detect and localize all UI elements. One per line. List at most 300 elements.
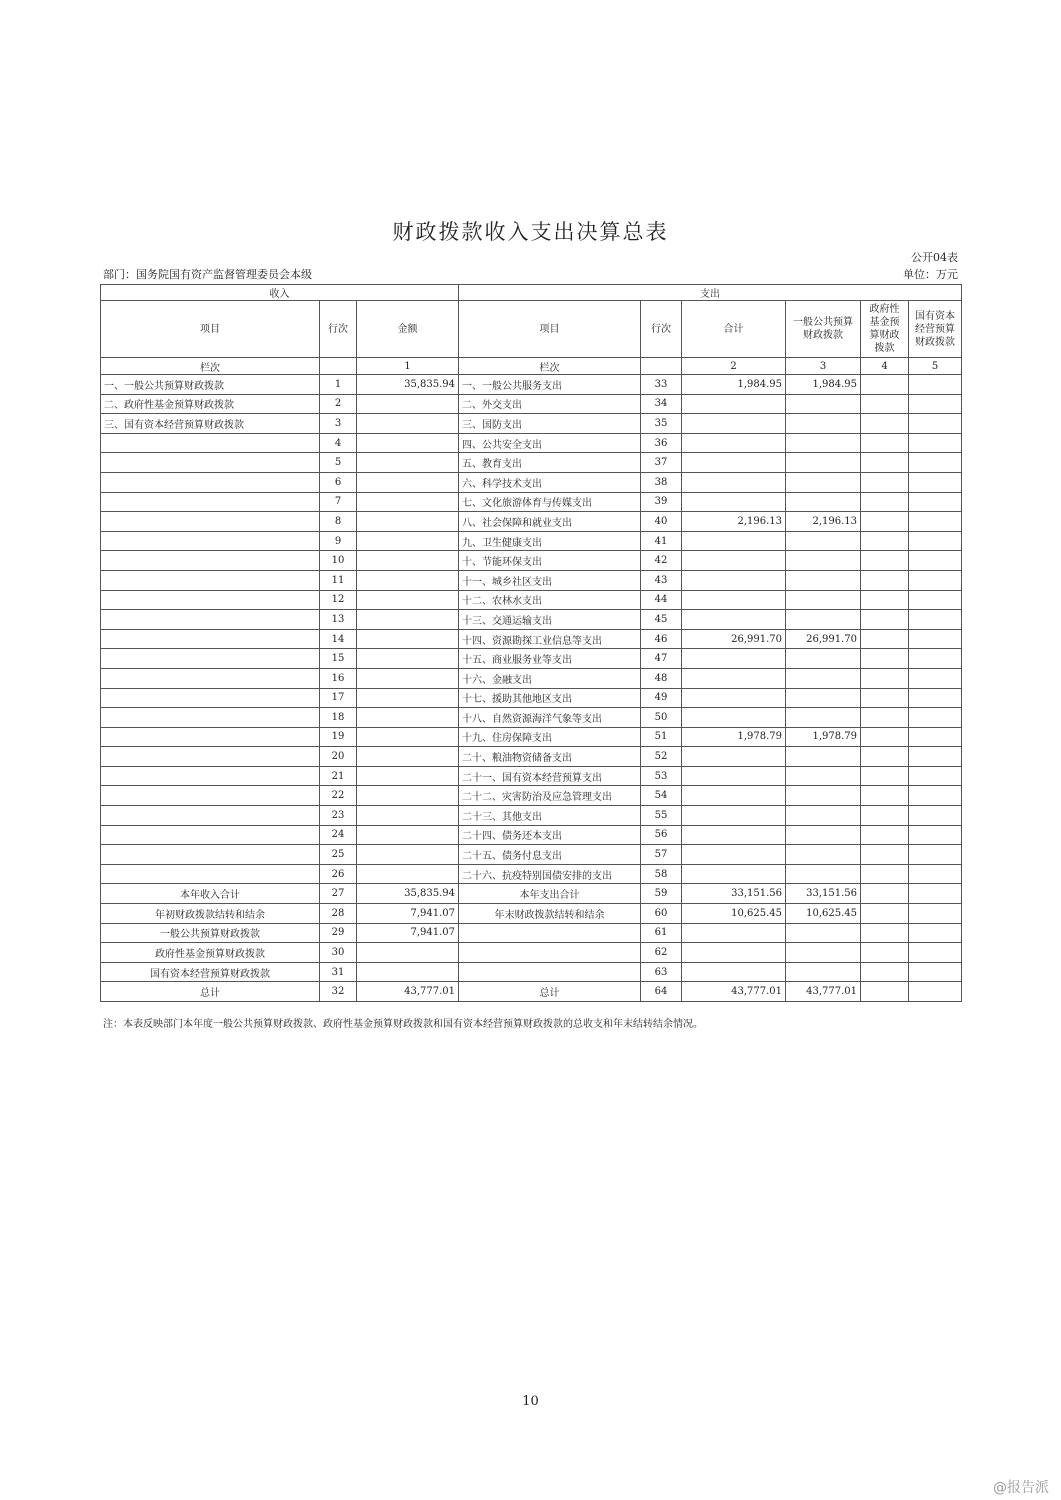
income-amount-cell (357, 786, 459, 806)
expense-gov-fund-cell (861, 629, 909, 649)
table-row (101, 845, 962, 865)
table-row (101, 394, 962, 414)
income-amount-cell (357, 825, 459, 845)
income-row-no-cell: 24 (320, 825, 357, 845)
income-item-cell (101, 708, 320, 728)
income-item-cell (101, 610, 320, 630)
expense-total-cell (682, 433, 786, 453)
income-amount-cell (357, 512, 459, 532)
expense-row-no-cell: 37 (641, 453, 682, 473)
income-item-cell (101, 512, 320, 532)
income-amount-cell (357, 845, 459, 865)
expense-state-capital-cell (909, 845, 962, 865)
table-row (101, 766, 962, 786)
expense-total-cell (682, 708, 786, 728)
income-amount-cell: 43,777.01 (357, 982, 459, 1002)
expense-general-cell: 1,984.95 (786, 375, 861, 395)
lanci-c2: 2 (682, 358, 786, 375)
unit-label: 单位：万元 (903, 268, 958, 281)
lanci-c1: 1 (357, 358, 459, 375)
col-state-capital: 国有资本经营预算财政拨款 (909, 301, 962, 358)
table-row (101, 904, 962, 924)
expense-state-capital-cell (909, 688, 962, 708)
income-item-cell (101, 531, 320, 551)
expense-state-capital-cell (909, 864, 962, 884)
expense-gov-fund-cell (861, 414, 909, 434)
expense-gov-fund-cell (861, 786, 909, 806)
expense-state-capital-cell (909, 433, 962, 453)
income-item-cell (101, 864, 320, 884)
expense-gov-fund-cell (861, 884, 909, 904)
lanci-row (101, 358, 962, 375)
expense-row-no-cell: 55 (641, 806, 682, 826)
expense-item-cell: 七、文化旅游体育与传媒支出 (459, 492, 641, 512)
income-row-no-cell: 19 (320, 727, 357, 747)
expense-row-no-cell: 33 (641, 375, 682, 395)
expense-gov-fund-cell (861, 943, 909, 963)
expense-state-capital-cell (909, 962, 962, 982)
expense-item-cell: 十七、援助其他地区支出 (459, 688, 641, 708)
table-row (101, 649, 962, 669)
expense-general-cell (786, 923, 861, 943)
expense-item-cell: 十、节能环保支出 (459, 551, 641, 571)
expense-total-cell (682, 747, 786, 767)
expense-general-cell (786, 786, 861, 806)
expense-gov-fund-cell (861, 590, 909, 610)
income-row-no-cell: 1 (320, 375, 357, 395)
expense-total-cell (682, 962, 786, 982)
expense-state-capital-cell (909, 766, 962, 786)
expense-item-cell: 年末财政拨款结转和结余 (459, 904, 641, 924)
expense-gov-fund-cell (861, 923, 909, 943)
expense-row-no-cell: 63 (641, 962, 682, 982)
income-amount-cell (357, 747, 459, 767)
expense-gov-fund-cell (861, 551, 909, 571)
expense-item-cell: 十四、资源勘探工业信息等支出 (459, 629, 641, 649)
income-row-no-cell: 4 (320, 433, 357, 453)
income-item-cell: 三、国有资本经营预算财政拨款 (101, 414, 320, 434)
watermark: @报告派 (993, 1480, 1049, 1496)
expense-row-no-cell: 47 (641, 649, 682, 669)
income-amount-cell (357, 394, 459, 414)
income-row-no-cell: 8 (320, 512, 357, 532)
table-row (101, 962, 962, 982)
expense-gov-fund-cell (861, 472, 909, 492)
expense-total-cell (682, 472, 786, 492)
income-amount-cell (357, 629, 459, 649)
table-row (101, 375, 962, 395)
expense-item-cell: 二十五、债务付息支出 (459, 845, 641, 865)
income-amount-cell (357, 433, 459, 453)
expense-item-cell: 二十三、其他支出 (459, 806, 641, 826)
income-row-no-cell: 2 (320, 394, 357, 414)
expense-gov-fund-cell (861, 962, 909, 982)
income-item-cell (101, 825, 320, 845)
footnote: 注：本表反映部门本年度一般公共预算财政拨款、政府性基金预算财政拨款和国有资本经营预算财政拨款的总收支和年末结转结余情况。 (103, 1019, 703, 1030)
income-amount-cell: 7,941.07 (357, 923, 459, 943)
expense-total-cell (682, 610, 786, 630)
expense-row-no-cell: 43 (641, 570, 682, 590)
expense-gov-fund-cell (861, 708, 909, 728)
expense-header: 支出 (459, 285, 962, 301)
expense-general-cell (786, 453, 861, 473)
expense-gov-fund-cell (861, 512, 909, 532)
income-item-cell (101, 786, 320, 806)
table-row (101, 884, 962, 904)
income-item-cell (101, 551, 320, 571)
income-item-cell (101, 570, 320, 590)
expense-total-cell (682, 864, 786, 884)
income-amount-cell (357, 668, 459, 688)
expense-gov-fund-cell (861, 747, 909, 767)
income-item-cell (101, 747, 320, 767)
income-row-no-cell: 23 (320, 806, 357, 826)
expense-gov-fund-cell (861, 453, 909, 473)
expense-item-cell: 一、一般公共服务支出 (459, 375, 641, 395)
expense-item-cell: 二十、粮油物资储备支出 (459, 747, 641, 767)
income-item-cell: 一、一般公共预算财政拨款 (101, 375, 320, 395)
expense-total-cell (682, 414, 786, 434)
col-gov-fund: 政府性基金预算财政拨款 (861, 301, 909, 358)
table-row (101, 982, 962, 1002)
income-item-cell (101, 472, 320, 492)
income-amount-cell (357, 414, 459, 434)
income-amount-cell (357, 453, 459, 473)
expense-item-cell: 五、教育支出 (459, 453, 641, 473)
income-row-no-cell: 26 (320, 864, 357, 884)
table-row (101, 668, 962, 688)
expense-general-cell: 10,625.45 (786, 904, 861, 924)
expense-row-no-cell: 57 (641, 845, 682, 865)
income-row-no-cell: 17 (320, 688, 357, 708)
expense-general-cell (786, 531, 861, 551)
income-amount-cell: 35,835.94 (357, 375, 459, 395)
income-row-no-cell: 7 (320, 492, 357, 512)
expense-general-cell: 2,196.13 (786, 512, 861, 532)
expense-total-cell (682, 492, 786, 512)
income-header: 收入 (101, 285, 459, 301)
expense-total-cell: 33,151.56 (682, 884, 786, 904)
expense-gov-fund-cell (861, 394, 909, 414)
income-item-cell (101, 590, 320, 610)
expense-general-cell (786, 806, 861, 826)
income-item-cell: 本年收入合计 (101, 884, 320, 904)
expense-state-capital-cell (909, 610, 962, 630)
expense-row-no-cell: 61 (641, 923, 682, 943)
expense-general-cell: 26,991.70 (786, 629, 861, 649)
expense-row-no-cell: 42 (641, 551, 682, 571)
col-expense-item: 项目 (459, 301, 641, 358)
expense-total-cell (682, 551, 786, 571)
income-row-no-cell: 27 (320, 884, 357, 904)
income-amount-cell (357, 472, 459, 492)
table-row (101, 570, 962, 590)
table-row (101, 786, 962, 806)
income-item-cell: 年初财政拨款结转和结余 (101, 904, 320, 924)
expense-general-cell (786, 825, 861, 845)
form-code: 公开04表 (911, 251, 958, 264)
income-row-no-cell: 5 (320, 453, 357, 473)
expense-row-no-cell: 44 (641, 590, 682, 610)
expense-general-cell (786, 570, 861, 590)
expense-item-cell (459, 943, 641, 963)
income-row-no-cell: 25 (320, 845, 357, 865)
expense-state-capital-cell (909, 570, 962, 590)
income-item-cell (101, 766, 320, 786)
col-expense-row-no: 行次 (641, 301, 682, 358)
expense-state-capital-cell (909, 375, 962, 395)
income-row-no-cell: 20 (320, 747, 357, 767)
table-row (101, 414, 962, 434)
income-amount-cell (357, 492, 459, 512)
lanci-c4: 4 (861, 358, 909, 375)
expense-item-cell: 十六、金融支出 (459, 668, 641, 688)
income-row-no-cell: 32 (320, 982, 357, 1002)
table-row (101, 433, 962, 453)
expense-row-no-cell: 50 (641, 708, 682, 728)
expense-general-cell (786, 492, 861, 512)
expense-total-cell: 10,625.45 (682, 904, 786, 924)
expense-item-cell: 本年支出合计 (459, 884, 641, 904)
income-item-cell: 二、政府性基金预算财政拨款 (101, 394, 320, 414)
expense-row-no-cell: 64 (641, 982, 682, 1002)
expense-total-cell (682, 668, 786, 688)
expense-item-cell: 十二、农林水支出 (459, 590, 641, 610)
income-row-no-cell: 15 (320, 649, 357, 669)
expense-state-capital-cell (909, 531, 962, 551)
income-item-cell (101, 727, 320, 747)
expense-row-no-cell: 39 (641, 492, 682, 512)
income-row-no-cell: 29 (320, 923, 357, 943)
table-row (101, 825, 962, 845)
income-amount-cell (357, 688, 459, 708)
expense-row-no-cell: 34 (641, 394, 682, 414)
table-row (101, 551, 962, 571)
expense-general-cell (786, 708, 861, 728)
expense-item-cell (459, 923, 641, 943)
expense-general-cell: 33,151.56 (786, 884, 861, 904)
lanci-c3: 3 (786, 358, 861, 375)
expense-item-cell: 二十六、抗疫特别国债安排的支出 (459, 864, 641, 884)
expense-state-capital-cell (909, 394, 962, 414)
expense-item-cell: 十三、交通运输支出 (459, 610, 641, 630)
expense-item-cell: 四、公共安全支出 (459, 433, 641, 453)
income-row-no-cell: 16 (320, 668, 357, 688)
expense-item-cell: 二十四、债务还本支出 (459, 825, 641, 845)
expense-total-cell: 1,984.95 (682, 375, 786, 395)
expense-total-cell (682, 649, 786, 669)
expense-item-cell: 十八、自然资源海洋气象等支出 (459, 708, 641, 728)
expense-item-cell: 六、科学技术支出 (459, 472, 641, 492)
lanci-label-2: 栏次 (459, 358, 641, 375)
expense-row-no-cell: 38 (641, 472, 682, 492)
income-item-cell (101, 688, 320, 708)
expense-state-capital-cell (909, 590, 962, 610)
income-amount-cell: 35,835.94 (357, 884, 459, 904)
expense-item-cell: 十九、住房保障支出 (459, 727, 641, 747)
expense-state-capital-cell (909, 708, 962, 728)
expense-item-cell: 八、社会保障和就业支出 (459, 512, 641, 532)
table-row (101, 453, 962, 473)
income-amount-cell (357, 708, 459, 728)
expense-row-no-cell: 40 (641, 512, 682, 532)
income-row-no-cell: 18 (320, 708, 357, 728)
expense-gov-fund-cell (861, 610, 909, 630)
expense-state-capital-cell (909, 512, 962, 532)
expense-general-cell (786, 864, 861, 884)
income-item-cell (101, 433, 320, 453)
income-row-no-cell: 21 (320, 766, 357, 786)
expense-gov-fund-cell (861, 982, 909, 1002)
income-item-cell (101, 649, 320, 669)
expense-item-cell: 九、卫生健康支出 (459, 531, 641, 551)
income-amount-cell (357, 727, 459, 747)
expense-general-cell: 1,978.79 (786, 727, 861, 747)
income-amount-cell: 7,941.07 (357, 904, 459, 924)
header-row-group (101, 285, 962, 301)
expense-row-no-cell: 48 (641, 668, 682, 688)
budget-table (100, 284, 962, 1002)
expense-general-cell (786, 649, 861, 669)
income-row-no-cell: 9 (320, 531, 357, 551)
table-row (101, 629, 962, 649)
expense-general-cell (786, 551, 861, 571)
table-row (101, 708, 962, 728)
expense-total-cell (682, 766, 786, 786)
expense-row-no-cell: 58 (641, 864, 682, 884)
income-item-cell: 政府性基金预算财政拨款 (101, 943, 320, 963)
expense-total-cell: 26,991.70 (682, 629, 786, 649)
expense-total-cell (682, 806, 786, 826)
lanci-c5: 5 (909, 358, 962, 375)
expense-row-no-cell: 62 (641, 943, 682, 963)
income-item-cell (101, 453, 320, 473)
expense-state-capital-cell (909, 747, 962, 767)
expense-general-cell (786, 414, 861, 434)
expense-row-no-cell: 41 (641, 531, 682, 551)
income-row-no-cell: 28 (320, 904, 357, 924)
expense-state-capital-cell (909, 825, 962, 845)
income-amount-cell (357, 806, 459, 826)
col-general-budget: 一般公共预算财政拨款 (786, 301, 861, 358)
expense-gov-fund-cell (861, 531, 909, 551)
income-row-no-cell: 31 (320, 962, 357, 982)
expense-total-cell: 2,196.13 (682, 512, 786, 532)
expense-general-cell (786, 962, 861, 982)
expense-row-no-cell: 46 (641, 629, 682, 649)
expense-gov-fund-cell (861, 904, 909, 924)
expense-row-no-cell: 51 (641, 727, 682, 747)
expense-gov-fund-cell (861, 433, 909, 453)
expense-gov-fund-cell (861, 766, 909, 786)
income-item-cell (101, 492, 320, 512)
expense-row-no-cell: 56 (641, 825, 682, 845)
income-amount-cell (357, 766, 459, 786)
expense-row-no-cell: 45 (641, 610, 682, 630)
income-item-cell: 总计 (101, 982, 320, 1002)
table-row (101, 923, 962, 943)
expense-gov-fund-cell (861, 375, 909, 395)
col-income-item: 项目 (101, 301, 320, 358)
table-row (101, 472, 962, 492)
expense-state-capital-cell (909, 786, 962, 806)
expense-row-no-cell: 52 (641, 747, 682, 767)
expense-row-no-cell: 59 (641, 884, 682, 904)
lanci-label: 栏次 (101, 358, 320, 375)
expense-item-cell: 二十一、国有资本经营预算支出 (459, 766, 641, 786)
expense-state-capital-cell (909, 629, 962, 649)
expense-item-cell: 十五、商业服务业等支出 (459, 649, 641, 669)
income-item-cell (101, 629, 320, 649)
expense-total-cell: 43,777.01 (682, 982, 786, 1002)
expense-state-capital-cell (909, 806, 962, 826)
income-row-no-cell: 11 (320, 570, 357, 590)
income-row-no-cell: 30 (320, 943, 357, 963)
table-row (101, 688, 962, 708)
income-row-no-cell: 6 (320, 472, 357, 492)
expense-general-cell: 43,777.01 (786, 982, 861, 1002)
header-row-columns (101, 301, 962, 358)
expense-general-cell (786, 747, 861, 767)
income-item-cell (101, 806, 320, 826)
table-row (101, 943, 962, 963)
expense-general-cell (786, 688, 861, 708)
income-amount-cell (357, 590, 459, 610)
expense-state-capital-cell (909, 649, 962, 669)
expense-state-capital-cell (909, 904, 962, 924)
expense-general-cell (786, 943, 861, 963)
expense-general-cell (786, 433, 861, 453)
expense-row-no-cell: 60 (641, 904, 682, 924)
lanci-empty-1 (320, 358, 357, 375)
table-row (101, 727, 962, 747)
income-amount-cell (357, 531, 459, 551)
expense-state-capital-cell (909, 551, 962, 571)
expense-total-cell (682, 923, 786, 943)
col-income-amount: 金额 (357, 301, 459, 358)
table-row (101, 747, 962, 767)
income-row-no-cell: 12 (320, 590, 357, 610)
expense-total-cell (682, 531, 786, 551)
table-row (101, 610, 962, 630)
income-item-cell: 一般公共预算财政拨款 (101, 923, 320, 943)
expense-state-capital-cell (909, 668, 962, 688)
page-title: 财政拨款收入支出决算总表 (392, 220, 669, 244)
col-total: 合计 (682, 301, 786, 358)
expense-state-capital-cell (909, 982, 962, 1002)
expense-general-cell (786, 394, 861, 414)
lanci-empty-2 (641, 358, 682, 375)
expense-state-capital-cell (909, 453, 962, 473)
expense-gov-fund-cell (861, 688, 909, 708)
expense-state-capital-cell (909, 414, 962, 434)
expense-total-cell (682, 786, 786, 806)
income-item-cell: 国有资本经营预算财政拨款 (101, 962, 320, 982)
expense-state-capital-cell (909, 884, 962, 904)
expense-gov-fund-cell (861, 727, 909, 747)
expense-general-cell (786, 472, 861, 492)
expense-total-cell (682, 453, 786, 473)
expense-total-cell (682, 688, 786, 708)
expense-total-cell (682, 570, 786, 590)
income-item-cell (101, 668, 320, 688)
table-row (101, 590, 962, 610)
table-row (101, 531, 962, 551)
expense-gov-fund-cell (861, 825, 909, 845)
expense-row-no-cell: 49 (641, 688, 682, 708)
expense-total-cell (682, 590, 786, 610)
table-row (101, 492, 962, 512)
